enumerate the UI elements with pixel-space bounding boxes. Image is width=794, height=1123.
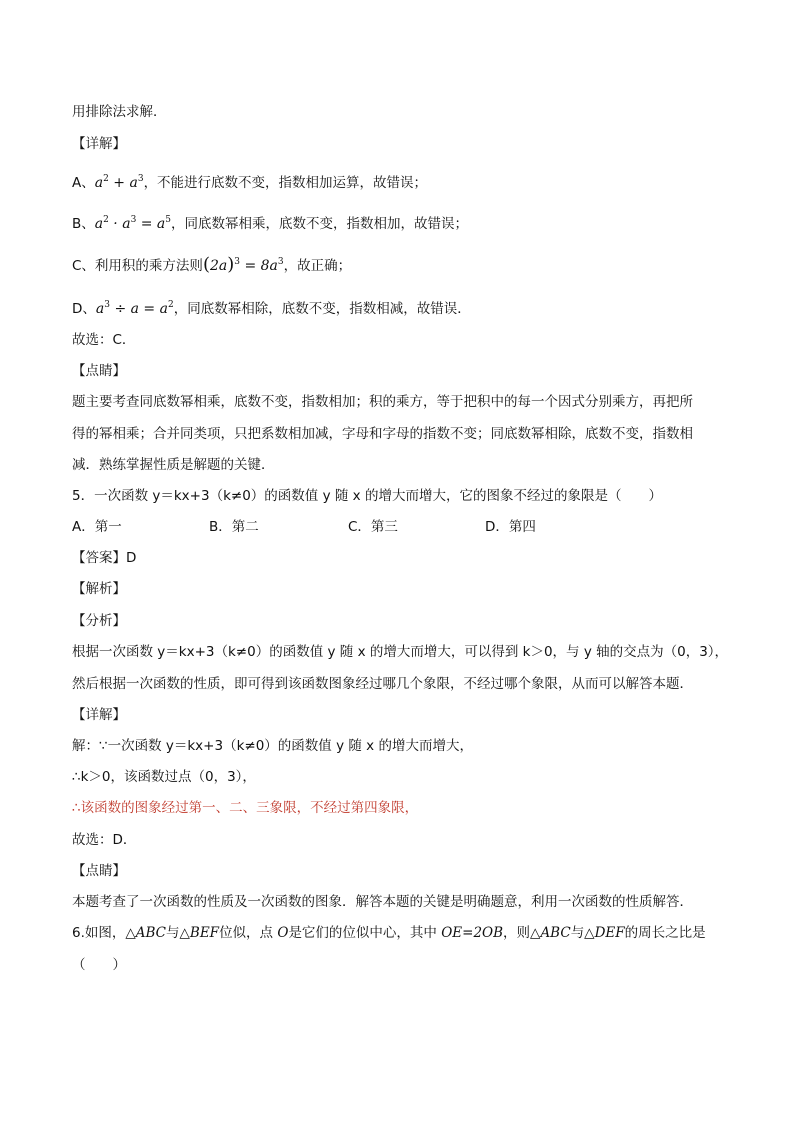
option-a-explanation: A、$a^2 + a^3$，不能进行底数不变，指数相加运算，故错误； (72, 174, 428, 191)
highlighted-text-line: ∴该函数的图象经过第一、二、三象限，不经过第四象限， (72, 800, 419, 816)
math-expression: $a^2 + a^3$ (94, 174, 144, 191)
section-heading: 【详解】 (72, 707, 126, 723)
option-c: C．第三 (348, 519, 398, 535)
section-heading: 【解析】 (72, 581, 126, 597)
math-expression: $(2a)^3 = 8a^3$ (202, 254, 284, 275)
text-line: 然后根据一次函数的性质，即可得到该函数图象经过哪几个象限，不经过哪个象限，从而可以解答本题． (72, 676, 693, 692)
section-heading: 【点睛】 (72, 863, 126, 879)
text-line: ∴k＞0，该函数过点（0，3）， (72, 769, 256, 785)
answer-choice: 故选：C． (72, 332, 136, 348)
option-d-explanation: D、$a^3 \div a = a^2$，同底数幂相除，底数不变，指数相减，故错误． (72, 300, 471, 317)
answer-choice: 故选：D． (72, 832, 137, 848)
math-expression: $a^3 \div a = a^2$ (95, 300, 174, 317)
option-b-explanation: B、$a^2 \cdot a^3 = a^5$，同底数幂相乘，底数不变，指数相加，故错误； (72, 215, 469, 232)
answer-label: 【答案】D (72, 550, 137, 566)
question-5: 5．一次函数 y＝kx+3（k≠0）的函数值 y 随 x 的增大而增大，它的图象不经过的象限是（ ） (72, 488, 662, 504)
option-a: A．第一 (72, 519, 122, 535)
option-c-explanation: C、利用积的乘方法则$(2a)^3 = 8a^3$，故正确； (72, 254, 352, 275)
text-line: 题主要考查同底数幂相乘，底数不变，指数相加；积的乘方，等于把积中的每一个因式分别乘方，再把所 (72, 394, 693, 410)
section-heading: 【点睛】 (72, 363, 126, 379)
question-5-options (72, 518, 722, 536)
section-heading: 【详解】 (72, 136, 126, 152)
option-d: D．第四 (485, 519, 536, 535)
text-line: 用排除法求解． (72, 104, 167, 120)
text-line: 减．熟练掌握性质是解题的关键． (72, 457, 275, 473)
question-6-paren: （ ） (72, 957, 126, 973)
question-6: 6.如图，△ABC与△BEF位似，点 O是它们的位似中心，其中 OE=2OB，则△ABC与△DEF的周长之比是 (72, 925, 706, 941)
math-expression: $a^2 \cdot a^3 = a^5$ (94, 215, 172, 232)
option-b: B．第二 (209, 519, 259, 535)
text-line: 解：∵一次函数 y＝kx+3（k≠0）的函数值 y 随 x 的增大而增大， (72, 738, 473, 754)
section-heading: 【分析】 (72, 613, 126, 629)
text-line: 本题考查了一次函数的性质及一次函数的图象．解答本题的关键是明确题意，利用一次函数的性质解答． (72, 894, 693, 910)
text-line: 根据一次函数 y＝kx+3（k≠0）的函数值 y 随 x 的增大而增大，可以得到 k＞0，与 y 轴的交点为（0，3）， (72, 644, 729, 660)
text-line: 得的幂相乘；合并同类项，只把系数相加减，字母和字母的指数不变；同底数幂相除，底数不变，指数相 (72, 426, 693, 442)
